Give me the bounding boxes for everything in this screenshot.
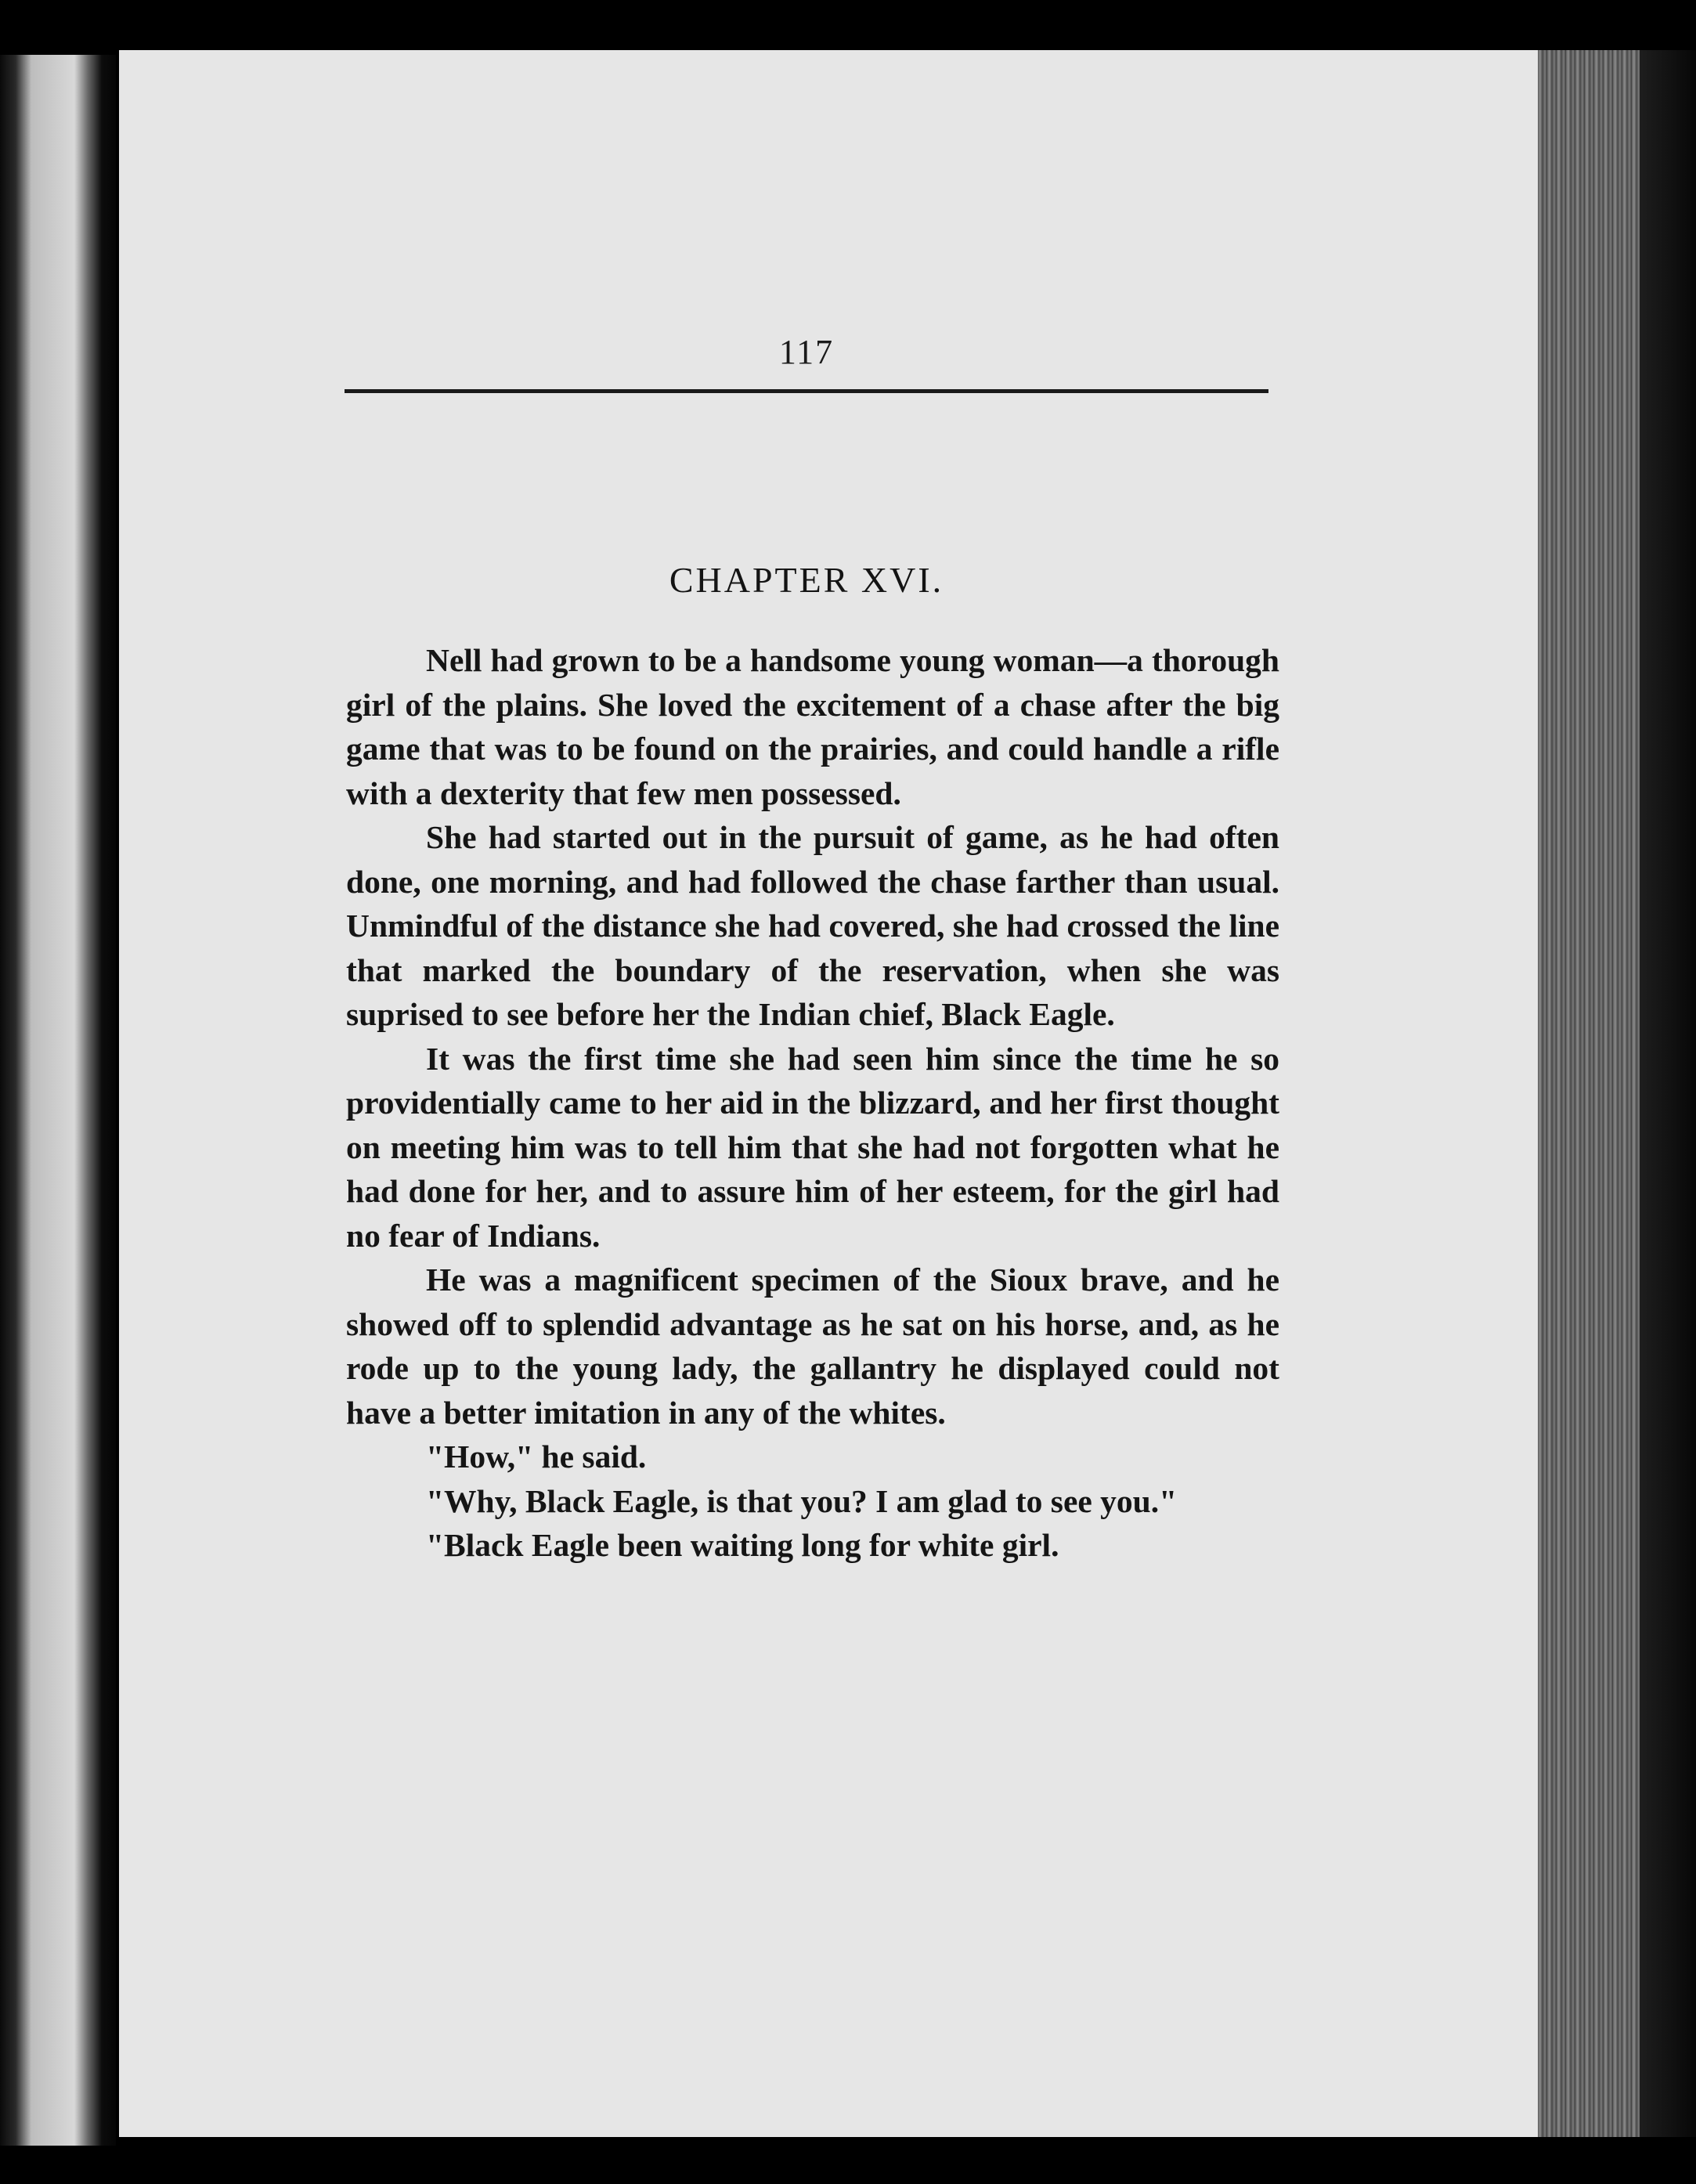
header-rule bbox=[345, 389, 1268, 393]
paragraph: "Black Eagle been waiting long for white girl. bbox=[426, 1527, 1059, 1563]
book-cover-edge bbox=[1640, 50, 1696, 2137]
page-stack-edge bbox=[1538, 50, 1640, 2137]
paragraph: Nell had grown to be a handsome young woman—a thorough girl of the plains. She loved the excitement of a chase after the big game that was to be found on the prairies, and could handle a rifle with a dexterity that few men possessed. bbox=[346, 642, 1279, 811]
paragraph: It was the first time she had seen him since the time he so providentially came to her aid in the blizzard, and her first thought on meeting him was to tell him that she had not forgotten what he had done for her, and to assure him of her esteem, for the girl had no fear of Indians. bbox=[346, 1040, 1279, 1254]
paragraph: She had started out in the pursuit of game, as he had often done, one morning, and had followed the chase farther than usual. Unmindful of the distance she had covered, she had crossed the line that marked the boundary of the reservation, when she was suprised to see before her the Indian chief, Black Eagle. bbox=[346, 819, 1279, 1032]
body-text bbox=[346, 638, 1279, 1568]
chapter-title: CHAPTER XVI. bbox=[669, 560, 944, 600]
paragraph: "How," he said. bbox=[426, 1439, 647, 1475]
paragraph: "Why, Black Eagle, is that you? I am glad to see you." bbox=[426, 1482, 1178, 1519]
page-number: 117 bbox=[778, 333, 835, 371]
previous-page-edge bbox=[0, 55, 116, 2146]
paragraph: He was a magnificent specimen of the Sioux brave, and he showed off to splendid advantage as he sat on his horse, and, as he rode up to the young lady, the gallantry he displayed could not have a better imitation in any of the whites. bbox=[346, 1262, 1279, 1431]
